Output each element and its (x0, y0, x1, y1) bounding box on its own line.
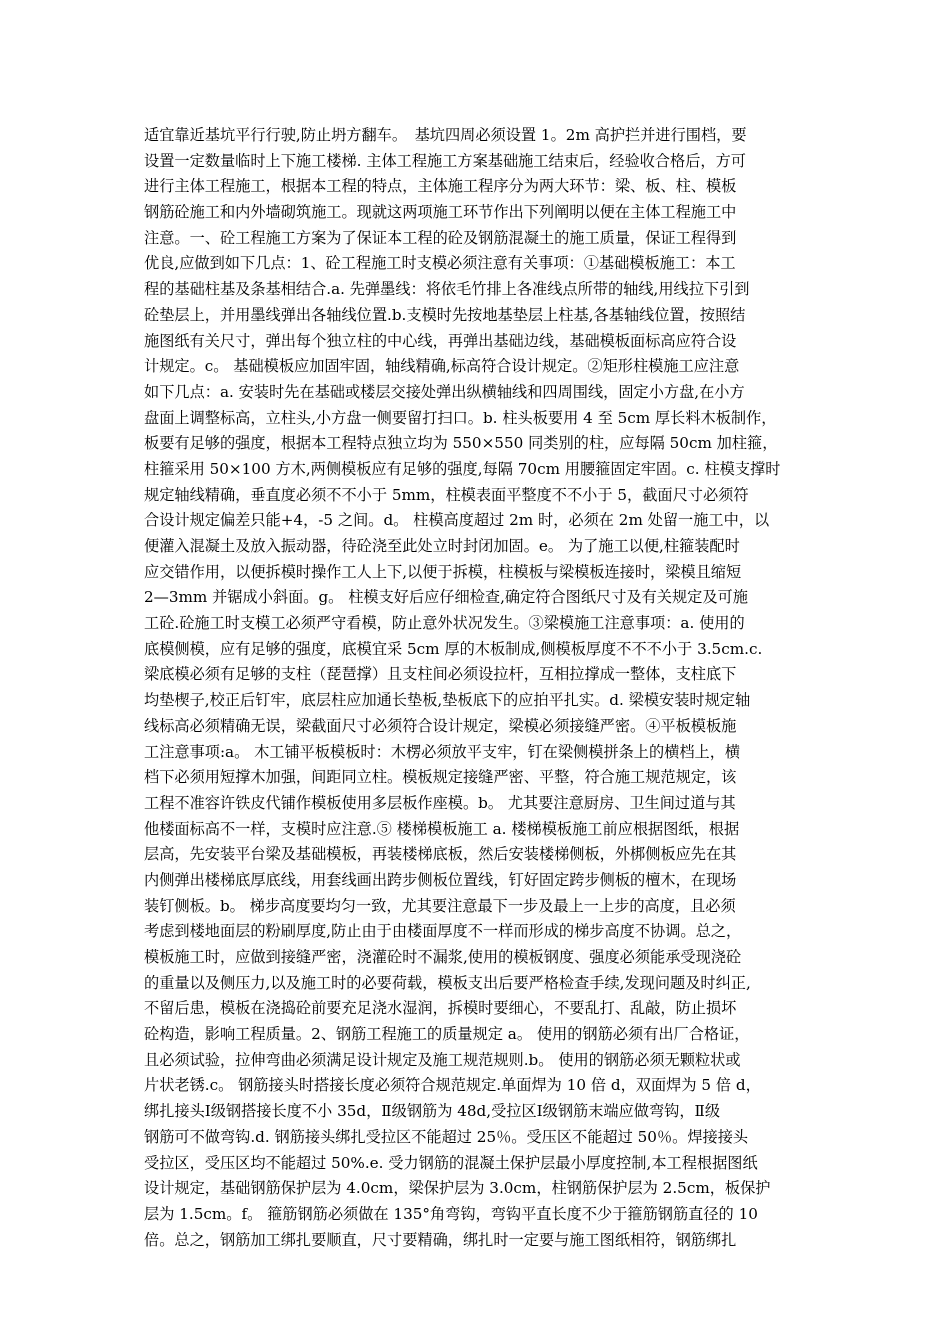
text-line: 梁底模必须有足够的支柱（琵琶撑）且支柱间必须设拉杆，互相拉撑成一整体，支柱底下 (144, 665, 737, 684)
text-line: 他楼面标高不一样，支模时应注意.⑤ 楼梯模板施工 a. 楼梯模板施工前应根据图纸，根据 (144, 819, 740, 838)
text-line: 程的基础柱基及条基相结合.a. 先弹墨线：将依毛竹排上各准线点所带的轴线,用线拉下引到 (144, 280, 750, 299)
text-line: 钢筋可不做弯钩.d. 钢筋接头绑扎受拉区不能超过 25％。受压区不能超过 50％。焊接接头 (144, 1127, 749, 1146)
text-line: 进行主体工程施工，根据本工程的特点，主体施工程序分为两大环节：梁、板、柱、模板 (144, 177, 737, 196)
text-line: 模板施工时，应做到接缝严密，浇灌砼时不漏浆,使用的模板钢度、强度必须能承受现浇砼 (144, 948, 742, 966)
text-line: 绑扎接头Ⅰ级钢搭接长度不小 35d，Ⅱ级钢筋为 48d,受拉区Ⅰ级钢筋末端应做弯钩，Ⅱ级 (144, 1102, 721, 1121)
text-line: 层为 1.5cm。f。 箍筋钢筋必须做在 135°角弯钩，弯钩平直长度不少于箍筋钢筋直径的 10 (144, 1204, 758, 1223)
text-line: 设计规定，基础钢筋保护层为 4.0cm，梁保护层为 3.0cm，柱钢筋保护层为 2.5cm，板保护 (144, 1179, 771, 1198)
text-line: 如下几点：a. 安装时先在基础或楼层交接处弹出纵横轴线和四周围线，固定小方盘,在小方 (144, 382, 745, 401)
body-text (144, 123, 816, 1253)
text-line: 不留后患，模板在浇捣砼前要充足浇水湿润，拆模时要细心，不要乱打、乱敲，防止损坏 (144, 999, 737, 1018)
text-line: 适宜靠近基坑平行行驶,防止坍方翻车。 基坑四周必须设置 1。2m 高护拦并进行围档，要 (144, 126, 747, 144)
text-line: 应交错作用，以便拆模时操作工人上下,以便于拆模，柱模板与梁模板连接时，梁模且缩短 (144, 562, 742, 581)
text-line: 2—3mm 并锯成小斜面。g。 柱模支好后应仔细检查,确定符合图纸尺寸及有关规定及可施 (144, 588, 748, 607)
text-line: 规定轴线精确，垂直度必须不不小于 5mm，柱模表面平整度不不小于 5，截面尺寸必须符 (144, 485, 749, 504)
text-line: 工注意事项:a。 木工铺平板模板时：木楞必须放平支牢，钉在梁侧模拼条上的横档上，横 (144, 742, 741, 761)
text-line: 工砼.砼施工时支模工必须严守看模，防止意外状况发生。③梁模施工注意事项：a. 使用的 (144, 614, 745, 633)
text-line: 柱箍采用 50×100 方木,两侧模板应有足够的强度,每隔 70cm 用腰箍固定牢固。c. 柱模支撑时 (144, 459, 781, 478)
text-line: 的重量以及侧压力,以及施工时的必要荷载，模板支出后要严格检查手续,发现问题及时纠正, (144, 973, 751, 992)
text-line: 层高，先安装平台梁及基础模板，再装楼梯底板，然后安装楼梯侧板，外梆侧板应先在其 (144, 845, 737, 864)
text-line: 均垫楔子,校正后钉牢，底层柱应加通长垫板,垫板底下的应拍平扎实。d. 梁模安装时规定轴 (144, 691, 751, 710)
text-line: 装钉侧板。b。 梯步高度要均匀一致，尤其要注意最下一步及最上一上步的高度，且必须 (144, 896, 736, 915)
text-line: 施图纸有关尺寸，弹出每个独立柱的中心线，再弹出基础边线，基础模板面标高应符合设 (144, 331, 737, 350)
text-line: 便灌入混凝土及放入振动器，待砼浇至此处立时封闭加固。e。 为了施工以便,柱箍装配时 (144, 537, 740, 555)
text-line: 工程不准容许铁皮代铺作模板使用多层板作座模。b。 尤其要注意厨房、卫生间过道与其 (144, 793, 736, 812)
text-line: 设置一定数量临时上下施工楼梯. 主体工程施工方案基础施工结束后，经验收合格后，方可 (144, 151, 746, 170)
text-line: 砼垫层上，并用墨线弹出各轴线位置.b.支模时先按地基垫层上柱基,各基轴线位置，按照结 (144, 305, 746, 324)
text-line: 注意。一、砼工程施工方案为了保证本工程的砼及钢筋混凝土的施工质量，保证工程得到 (144, 228, 737, 247)
text-line: 内侧弹出楼梯底厚底线，用套线画出跨步侧板位置线，钉好固定跨步侧板的檀木，在现场 (144, 870, 737, 889)
text-line: 线标高必须精确无误，梁截面尺寸必须符合设计规定，梁模必须接缝严密。④平板模板施 (144, 716, 737, 735)
text-line: 砼构造，影响工程质量。2、钢筋工程施工的质量规定 a。 使用的钢筋必须有出厂合格证， (144, 1025, 750, 1044)
text-line: 钢筋砼施工和内外墙砌筑施工。现就这两项施工环节作出下列阐明以便在主体工程施工中 (144, 203, 737, 222)
text-line: 受拉区，受压区均不能超过 50%.e. 受力钢筋的混凝土保护层最小厚度控制,本工程根据图纸 (144, 1153, 758, 1172)
text-line: 倍。总之，钢筋加工绑扎要顺直，尺寸要精确，绑扎时一定要与施工图纸相符，钢筋绑扎 (144, 1230, 737, 1249)
text-line: 档下必须用短撑木加强，间距同立柱。模板规定接缝严密、平整，符合施工规范规定，该 (144, 768, 737, 787)
text-line: 板要有足够的强度，根据本工程特点独立均为 550×550 同类别的柱，应每隔 50cm 加柱箍， (144, 434, 778, 453)
text-line: 计规定。c。 基础模板应加固牢固，轴线精确,标高符合设计规定。②矩形柱模施工应注意 (144, 357, 740, 376)
text-line: 片状老锈.c。 钢筋接头时搭接长度必须符合规范规定.单面焊为 10 倍 d，双面焊为 5 倍 d， (144, 1076, 761, 1095)
text-line: 考虑到楼地面层的粉刷厚度,防止由于由楼面厚度不一样而形成的梯步高度不协调。总之， (144, 922, 742, 941)
text-line: 且必须试验，拉伸弯曲必须满足设计规定及施工规范规则.b。 使用的钢筋必须无颗粒状或 (144, 1050, 741, 1069)
text-line: 盘面上调整标高，立柱头,小方盘一侧要留打扫口。b. 柱头板要用 4 至 5cm 厚长料木板制作， (144, 408, 777, 427)
text-line: 合设计规定偏差只能+4，-5 之间。d。 柱模高度超过 2m 时，必须在 2m 处留一施工中，以 (144, 511, 770, 530)
text-line: 底模侧模，应有足够的强度，底模宜采 5cm 厚的木板制成,侧模板厚度不不不小于 3.5cm.c. (144, 639, 763, 658)
text-line: 优良,应做到如下几点：1、砼工程施工时支模必须注意有关事项：①基础模板施工：本工 (144, 254, 736, 273)
